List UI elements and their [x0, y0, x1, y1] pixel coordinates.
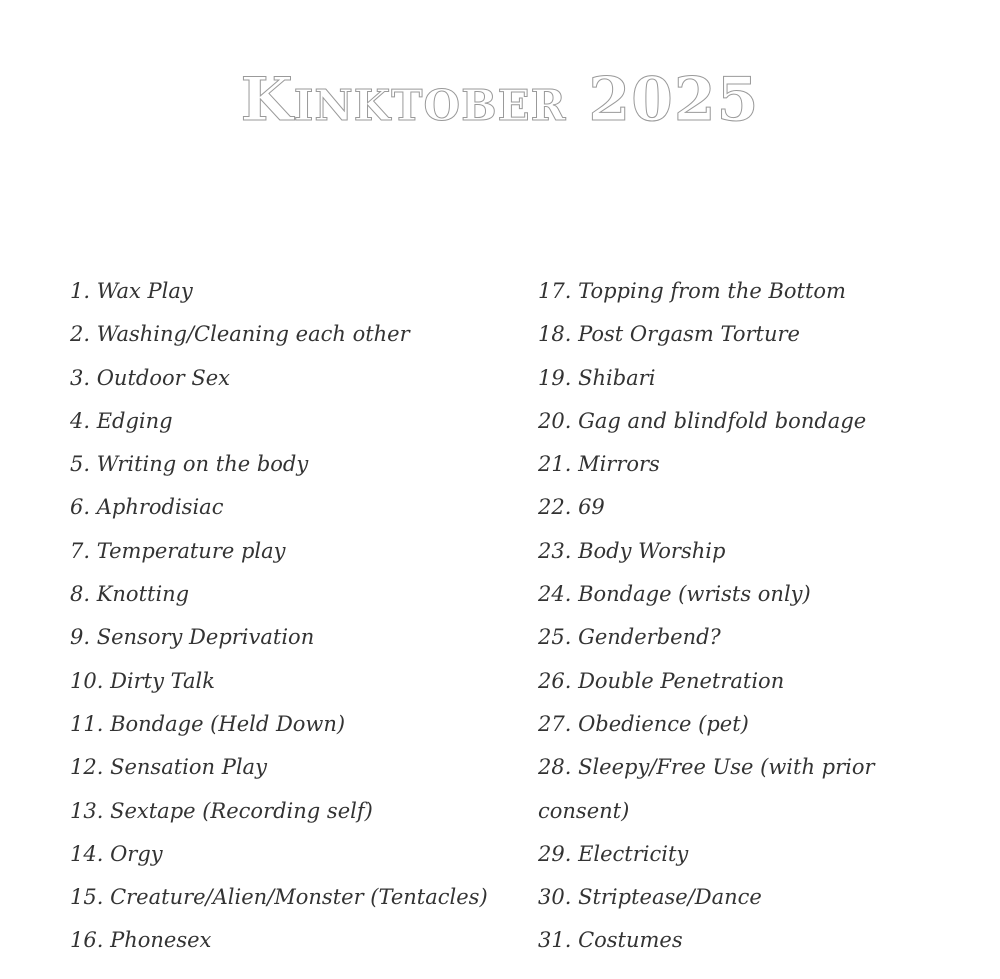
list-item: 10. Dirty Talk: [70, 668, 215, 693]
list-item: 22. 69: [538, 495, 605, 520]
list-item: 21. Mirrors: [538, 452, 660, 477]
list-item: 15. Creature/Alien/Monster (Tentacles): [70, 885, 488, 910]
list-item: 16. Phonesex: [70, 928, 212, 953]
list-item: 6. Aphrodisiac: [70, 495, 224, 520]
prompt-list-right: [538, 270, 968, 963]
list-item: 11. Bondage (Held Down): [70, 711, 346, 736]
list-item: 20. Gag and blindfold bondage: [538, 408, 867, 433]
list-item: 5. Writing on the body: [70, 452, 309, 477]
list-item: 24. Bondage (wrists only): [538, 582, 811, 607]
list-item: 28. Sleepy/Free Use (with prior: [538, 755, 875, 780]
list-item: 12. Sensation Play: [70, 755, 267, 780]
list-item-continuation: consent): [538, 798, 630, 823]
list-item: 3. Outdoor Sex: [70, 365, 230, 390]
list-item: 30. Striptease/Dance: [538, 885, 762, 910]
list-item: 23. Body Worship: [538, 538, 726, 563]
list-item: 8. Knotting: [70, 582, 190, 607]
list-item: 31. Costumes: [538, 928, 683, 953]
list-item: 9. Sensory Deprivation: [70, 625, 315, 650]
list-item: 17. Topping from the Bottom: [538, 279, 846, 303]
list-item: 26. Double Penetration: [538, 668, 785, 693]
list-item: 13. Sextape (Recording self): [70, 798, 373, 823]
page-title: Kinktober 2025: [240, 65, 760, 136]
list-item: 27. Obedience (pet): [538, 711, 749, 736]
list-item: 18. Post Orgasm Torture: [538, 322, 800, 347]
prompt-list-left: [70, 270, 510, 963]
list-item: 7. Temperature play: [70, 538, 286, 563]
list-item: 1. Wax Play: [70, 279, 193, 303]
list-item: 4. Edging: [70, 408, 173, 433]
list-item: 29. Electricity: [538, 841, 689, 866]
list-item: 19. Shibari: [538, 365, 656, 390]
list-item: 2. Washing/Cleaning each other: [70, 322, 410, 347]
list-item: 14. Orgy: [70, 841, 163, 866]
list-item: 25. Genderbend?: [538, 625, 721, 650]
